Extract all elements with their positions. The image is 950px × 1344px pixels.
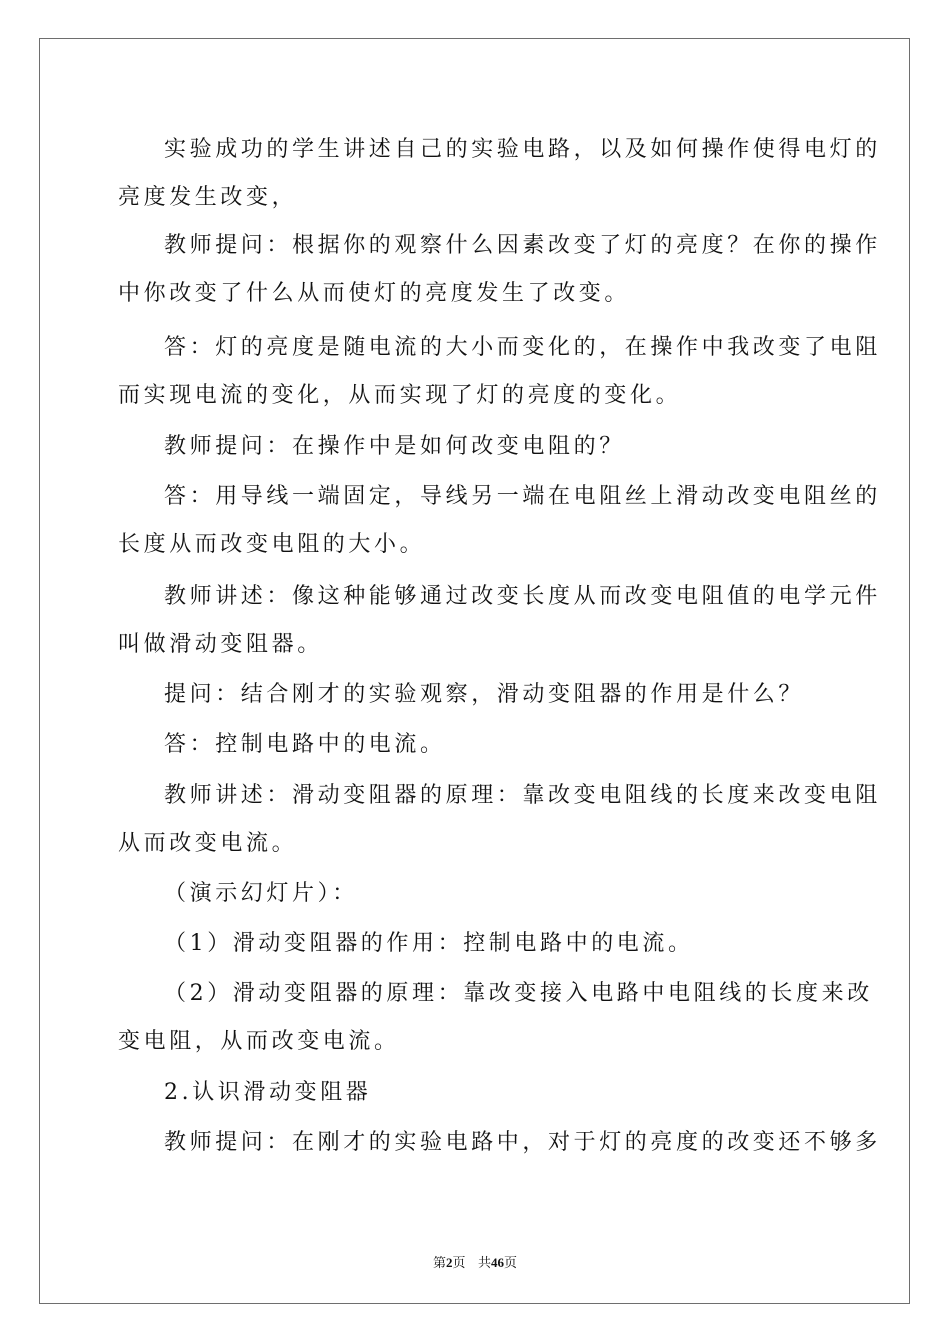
text-line: 教师提问：在操作中是如何改变电阻的？ (164, 434, 625, 459)
text-line: 教师讲述：滑动变阻器的原理：靠改变电阻线的长度来改变电阻 (164, 783, 881, 808)
total-prefix: 共 (477, 1256, 491, 1271)
paragraph (118, 573, 881, 669)
paragraph (118, 324, 881, 420)
paragraph (118, 970, 873, 1066)
page-current: 2 (446, 1255, 453, 1270)
text-line: （演示幻灯片）： (164, 881, 358, 906)
paragraph (118, 473, 881, 569)
text-line: 中你改变了什么从而使灯的亮度发生了改变。 (118, 281, 631, 306)
text-line: 提问：结合刚才的实验观察，滑动变阻器的作用是什么？ (164, 682, 805, 707)
text-line: 答：灯的亮度是随电流的大小而变化的，在操作中我改变了电阻 (164, 335, 881, 360)
text-line: 从而改变电流。 (118, 831, 298, 856)
paragraph (118, 1069, 838, 1117)
paragraph (118, 772, 881, 868)
paragraph (118, 870, 838, 918)
page-total: 46 (490, 1255, 504, 1270)
paragraph (118, 721, 838, 769)
page-prefix: 第 (433, 1256, 447, 1271)
text-line: 叫做滑动变阻器。 (118, 632, 323, 657)
paragraph (118, 920, 838, 968)
text-line: 亮度发生改变， (118, 185, 298, 210)
paragraph (118, 1119, 881, 1167)
text-line: 答：控制电路中的电流。 (164, 732, 446, 757)
paragraph (118, 423, 838, 471)
text-line: （2）滑动变阻器的原理：靠改变接入电路中电阻线的长度来改 (164, 981, 873, 1006)
paragraph (118, 222, 881, 318)
text-line: 教师讲述：像这种能够通过改变长度从而改变电阻值的电学元件 (164, 584, 881, 609)
text-line: 而实现电流的变化，从而实现了灯的亮度的变化。 (118, 383, 682, 408)
page-footer (0, 1252, 950, 1271)
text-line: 变电阻，从而改变电流。 (118, 1029, 400, 1054)
text-line: 2.认识滑动变阻器 (164, 1080, 372, 1105)
page-unit: 页 (452, 1256, 466, 1271)
text-line: 实验成功的学生讲述自己的实验电路，以及如何操作使得电灯的 (164, 137, 881, 162)
text-line: 教师提问：在刚才的实验电路中，对于灯的亮度的改变还不够多 (164, 1130, 881, 1155)
text-line: 教师提问：根据你的观察什么因素改变了灯的亮度？在你的操作 (164, 233, 881, 258)
paragraph (118, 126, 881, 222)
text-line: （1）滑动变阻器的作用：控制电路中的电流。 (164, 931, 694, 956)
text-line: 答：用导线一端固定，导线另一端在电阻丝上滑动改变电阻丝的 (164, 484, 881, 509)
total-unit: 页 (503, 1256, 517, 1271)
paragraph (118, 671, 838, 719)
text-line: 长度从而改变电阻的大小。 (118, 532, 426, 557)
